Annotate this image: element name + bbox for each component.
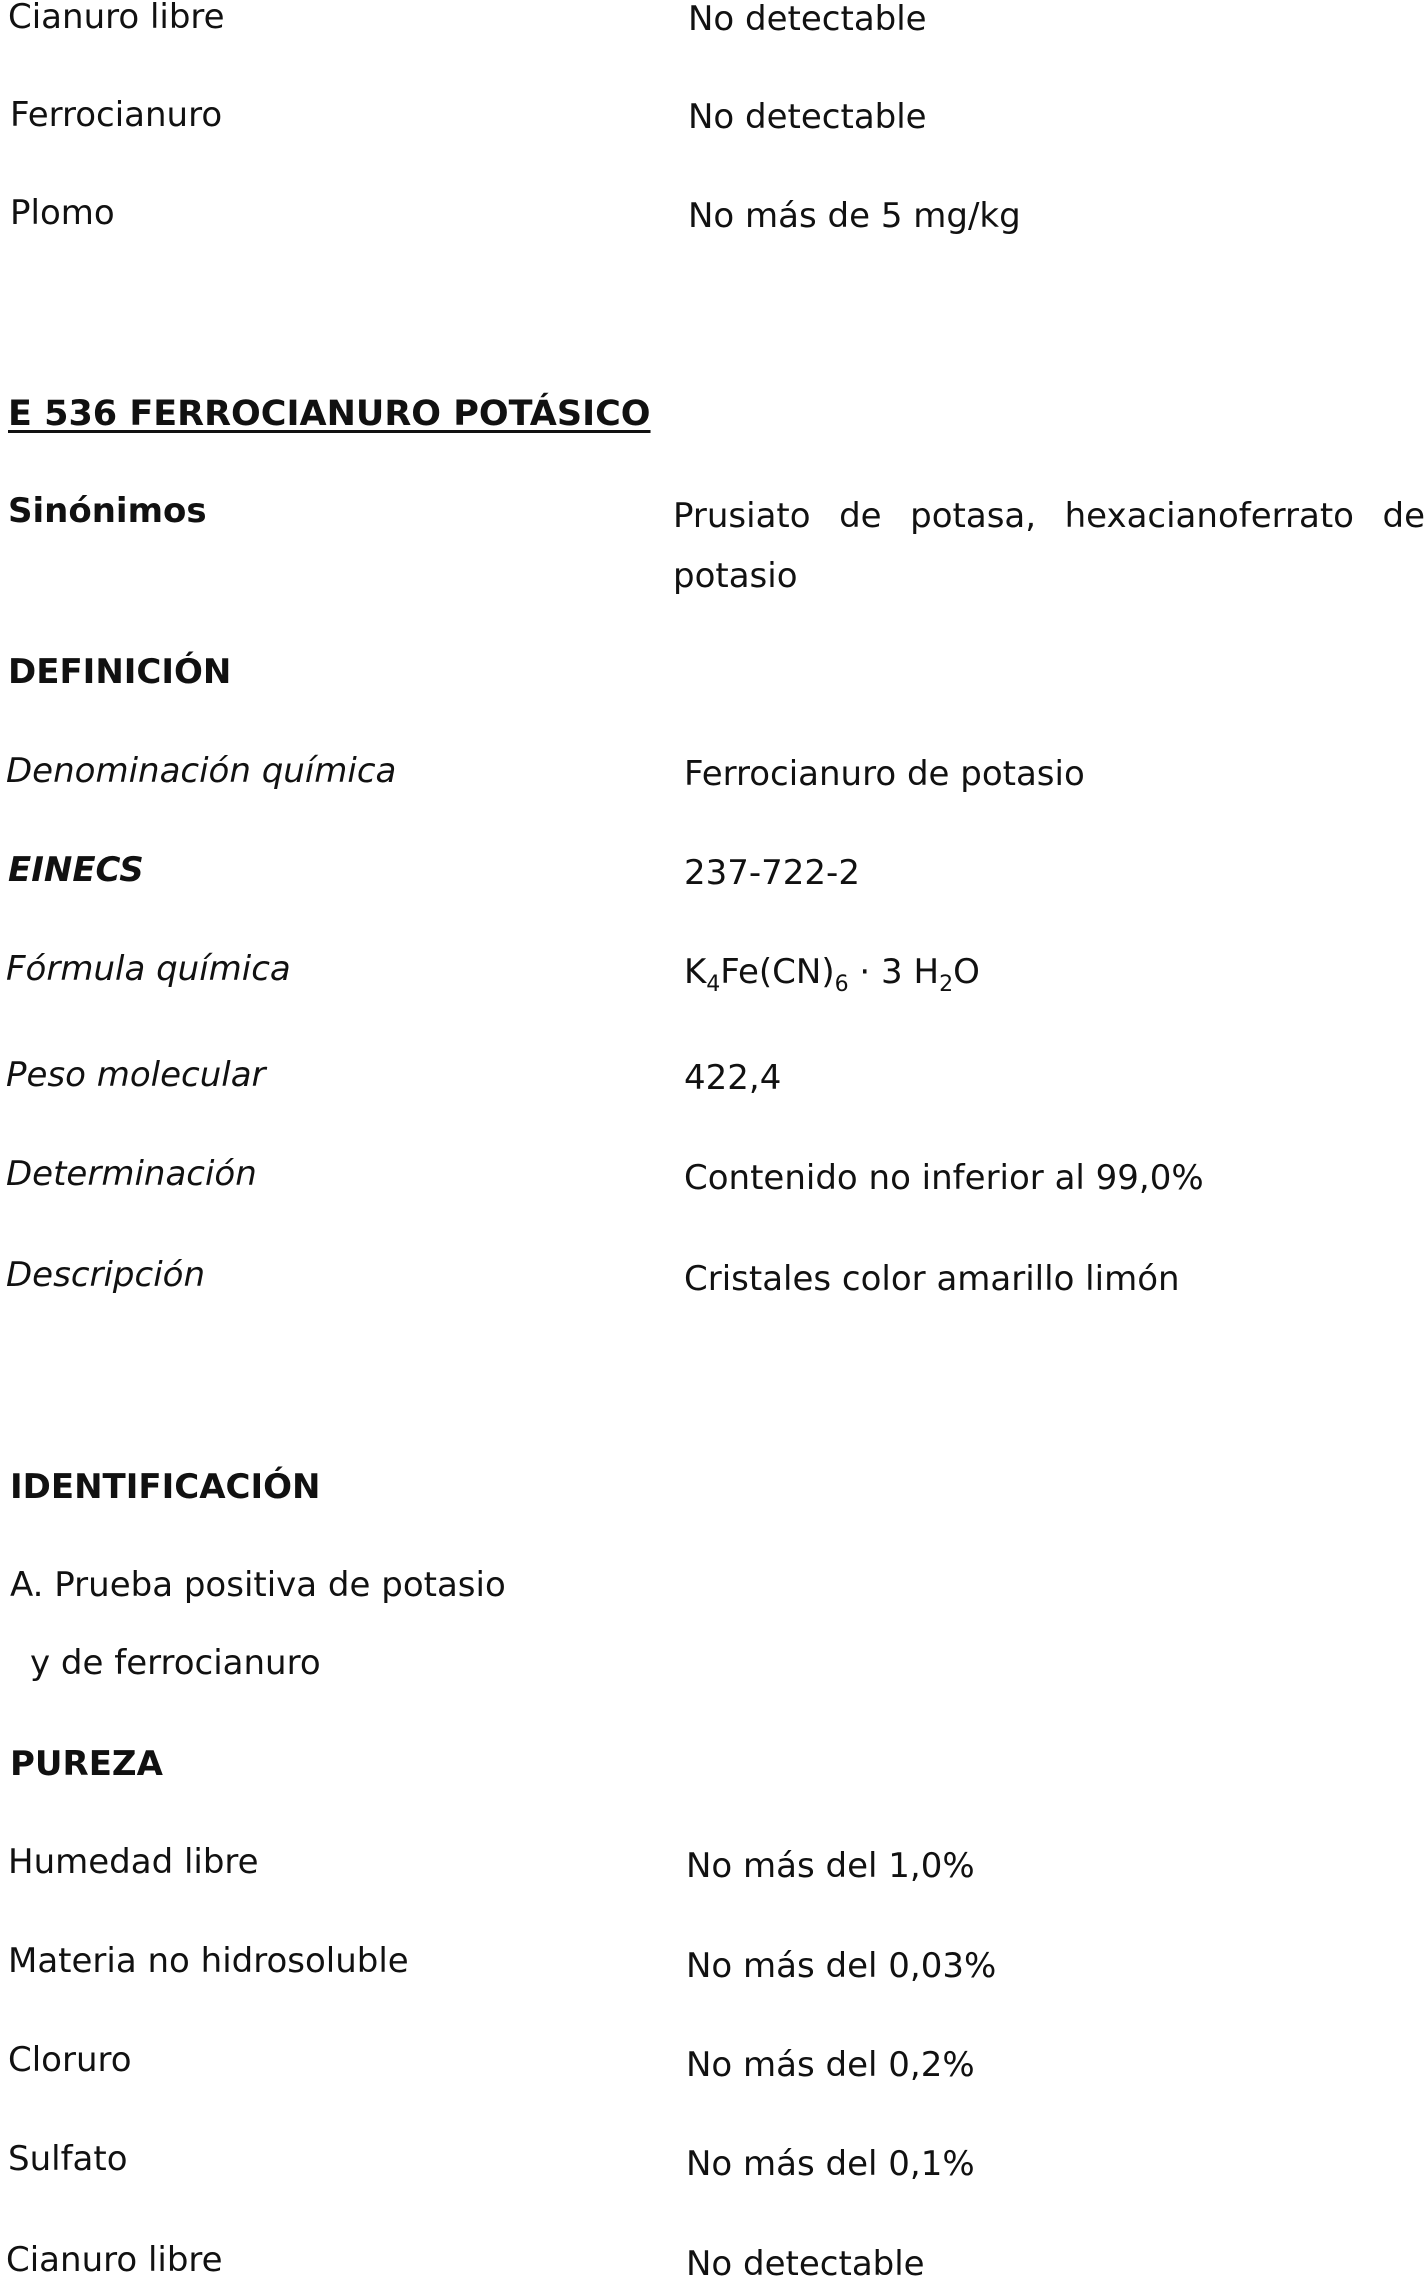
purity-value-sulfate: No más del 0,1% xyxy=(686,2144,975,2184)
top-row-value-ferrocyanide: No detectable xyxy=(688,97,927,137)
top-row-label-cyanide: Cianuro libre xyxy=(8,0,225,37)
purity-label-moisture: Humedad libre xyxy=(8,1842,259,1882)
purity-value-free-cyanide: No detectable xyxy=(686,2244,925,2284)
top-row-label-ferrocyanide: Ferrocianuro xyxy=(10,95,223,135)
definition-value-formula: $K_4Fe(CN)_6 \cdot 3$ $H_2O$ xyxy=(684,952,980,997)
purity-label-sulfate: Sulfato xyxy=(8,2139,128,2179)
definition-heading: DEFINICIÓN xyxy=(8,652,232,692)
section-title: E 536 FERROCIANURO POTÁSICO xyxy=(8,394,651,434)
identification-heading: IDENTIFICACIÓN xyxy=(10,1467,321,1507)
definition-label-einecs: EINECS xyxy=(8,850,144,890)
purity-heading: PUREZA xyxy=(10,1744,163,1784)
top-row-value-lead: No más de 5 mg/kg xyxy=(688,196,1021,236)
identification-line-1: A. Prueba positiva de potasio xyxy=(10,1565,506,1605)
top-row-label-lead: Plomo xyxy=(10,193,115,233)
definition-value-description: Cristales color amarillo limón xyxy=(684,1259,1180,1299)
synonyms-value: Prusiato de potasa, hexacianoferrato de potasio xyxy=(673,496,1425,596)
definition-label-chemical-name: Denominación química xyxy=(6,751,397,791)
purity-label-free-cyanide: Cianuro libre xyxy=(6,2240,223,2280)
definition-label-description: Descripción xyxy=(6,1255,206,1295)
purity-value-moisture: No más del 1,0% xyxy=(686,1846,975,1886)
definition-value-chemical-name: Ferrocianuro de potasio xyxy=(684,754,1085,794)
purity-label-insoluble: Materia no hidrosoluble xyxy=(8,1941,409,1981)
definition-label-formula: Fórmula química xyxy=(6,949,291,989)
definition-label-assay: Determinación xyxy=(6,1154,257,1194)
purity-value-insoluble: No más del 0,03% xyxy=(686,1946,997,1986)
definition-label-molecular-weight: Peso molecular xyxy=(6,1055,266,1095)
top-row-value-cyanide: No detectable xyxy=(688,0,927,39)
definition-value-assay: Contenido no inferior al 99,0% xyxy=(684,1158,1204,1198)
purity-value-chloride: No más del 0,2% xyxy=(686,2045,975,2085)
purity-label-chloride: Cloruro xyxy=(8,2040,132,2080)
identification-line-2: y de ferrocianuro xyxy=(30,1643,321,1683)
synonyms-label: Sinónimos xyxy=(8,491,207,531)
definition-value-molecular-weight: 422,4 xyxy=(684,1058,782,1098)
definition-value-einecs: 237-722-2 xyxy=(684,853,860,893)
